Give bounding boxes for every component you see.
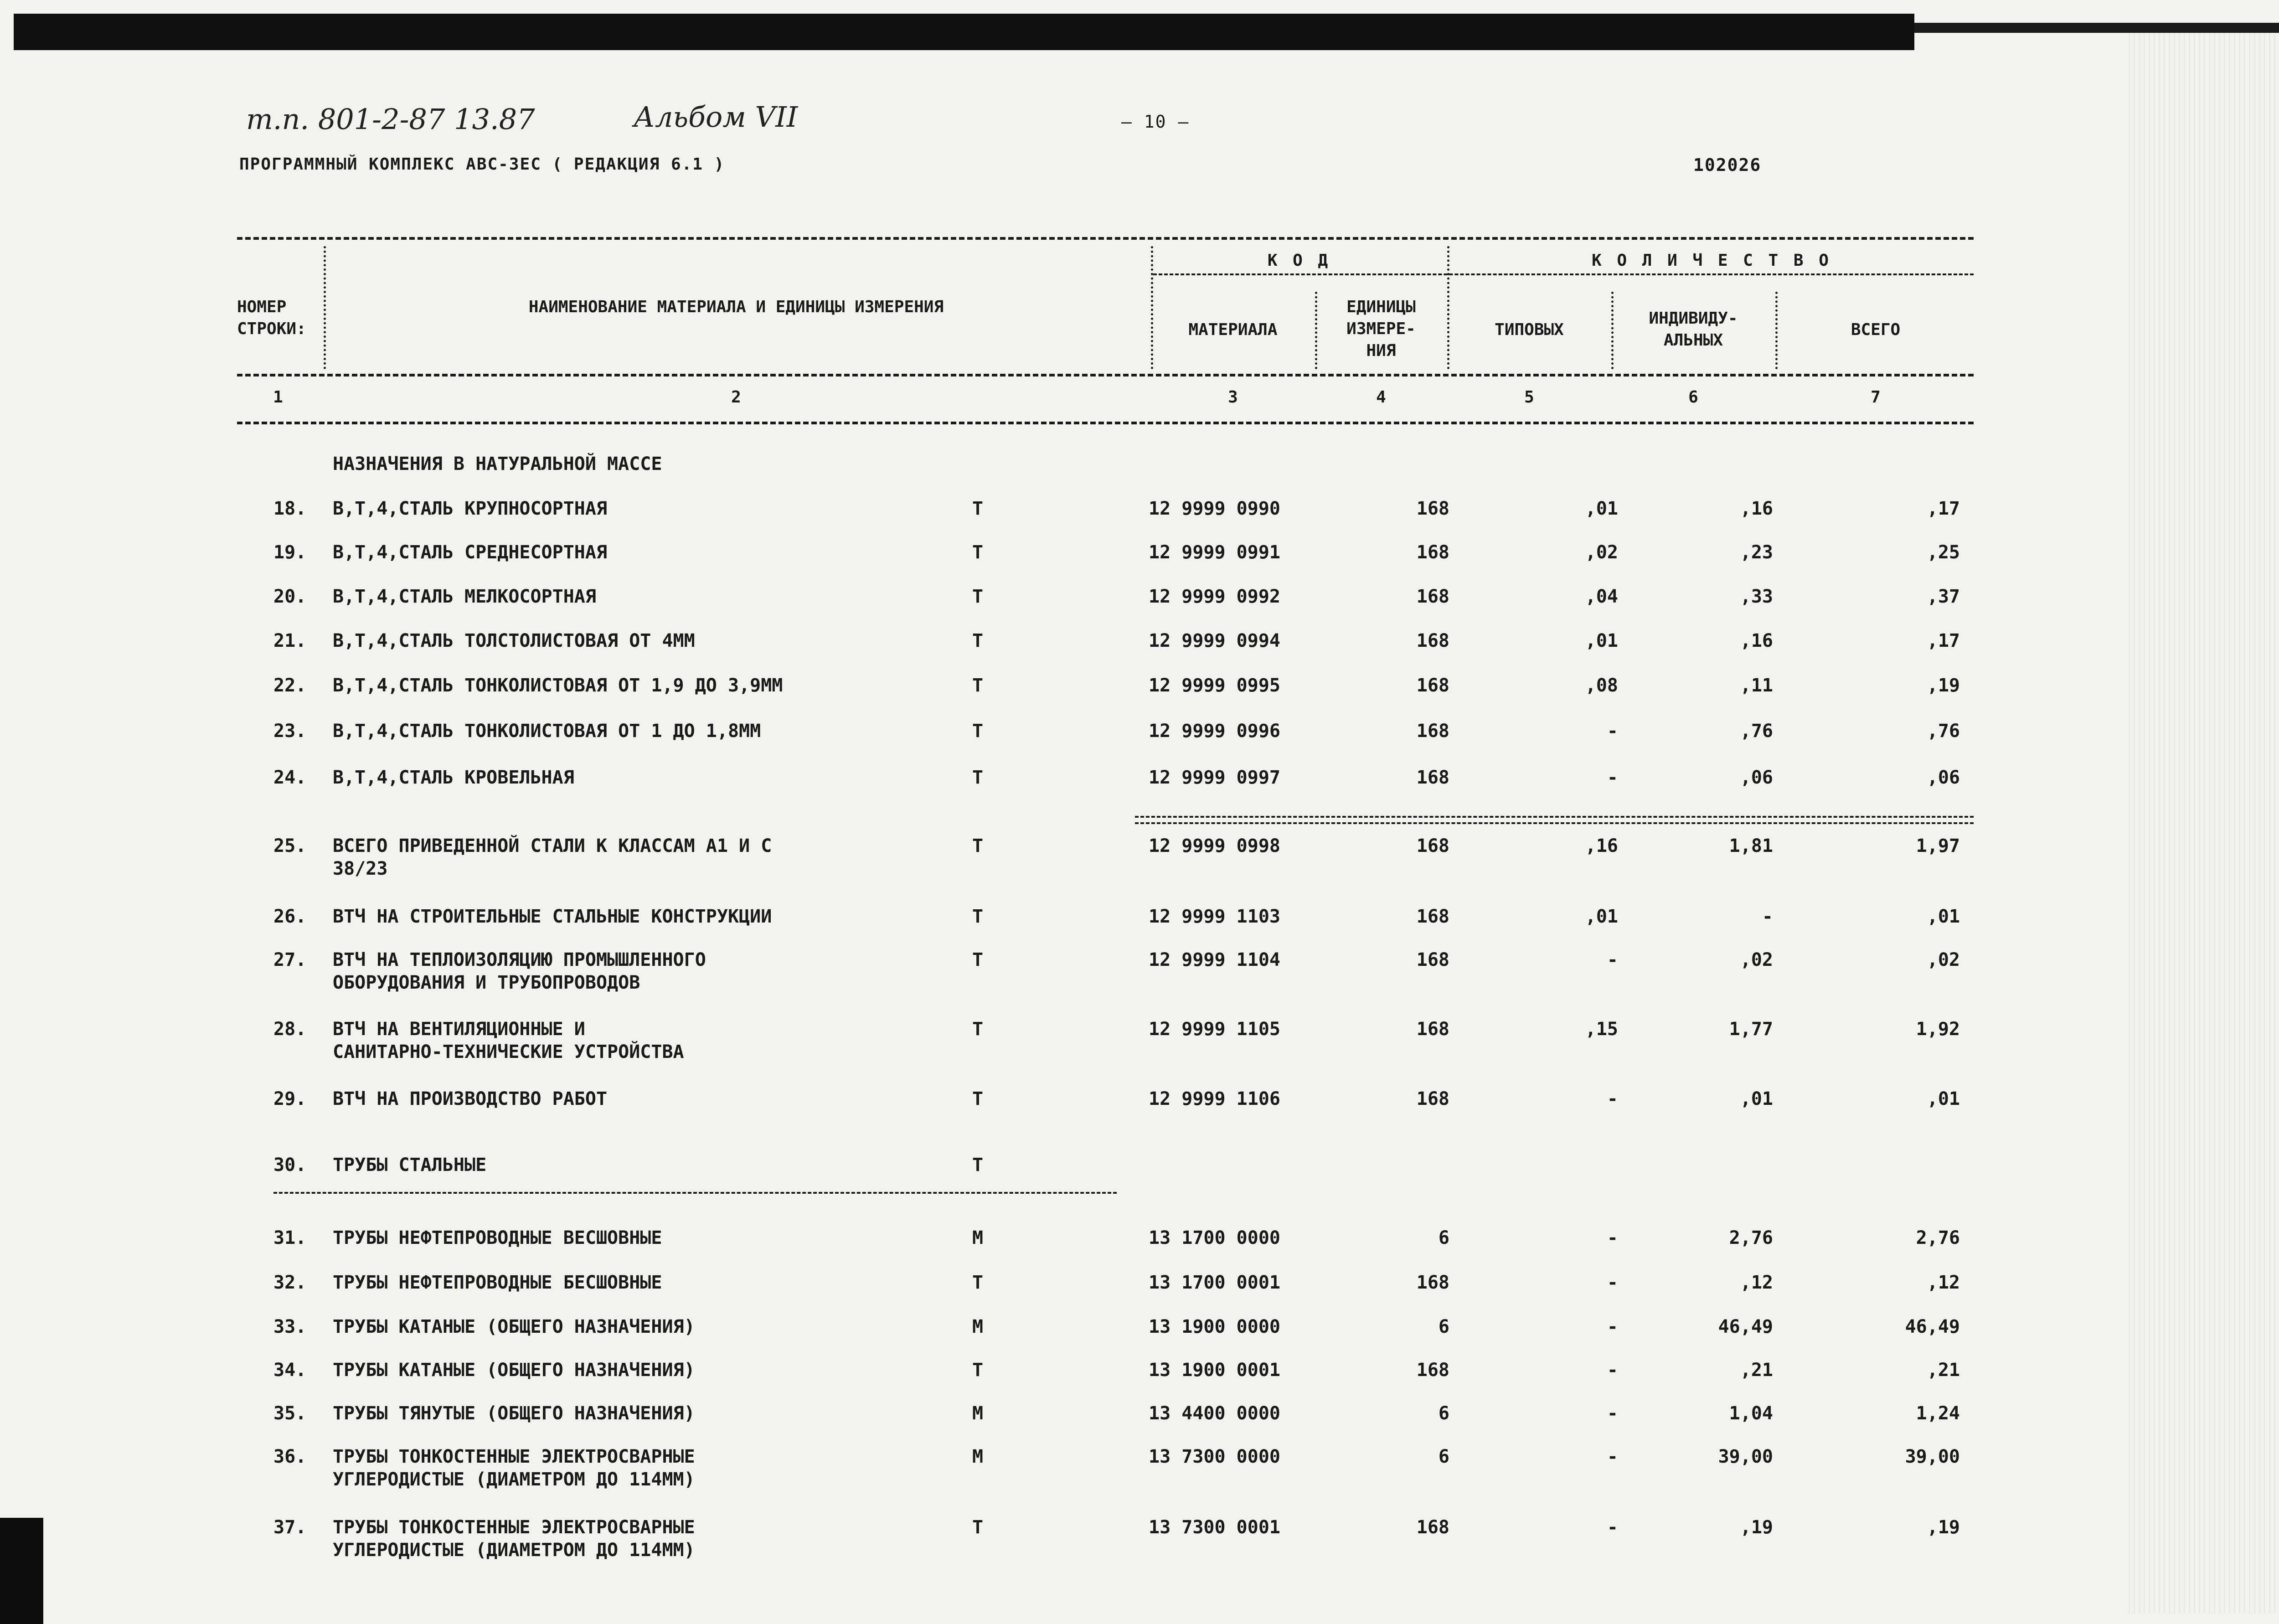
qty-individual: -: [1762, 906, 1773, 927]
row-number: 26.: [273, 906, 307, 927]
unit: Т: [972, 1272, 984, 1293]
handwritten-stamp: т.п. 801-2-87 13.87: [246, 103, 535, 136]
qty-typical: ,01: [1585, 498, 1618, 519]
unit: М: [972, 1227, 984, 1248]
document-code: 102026: [1693, 155, 1762, 175]
program-title: ПРОГРАММНЫЙ КОМПЛЕКС АВС-3ЕС ( РЕДАКЦИЯ 6.1 ): [239, 155, 725, 174]
material-name-continued: ОБОРУДОВАНИЯ И ТРУБОПРОВОДОВ: [333, 972, 640, 993]
material-name-continued: САНИТАРНО-ТЕХНИЧЕСКИЕ УСТРОЙСТВА: [333, 1041, 684, 1062]
qty-typical: -: [1607, 1088, 1618, 1109]
unit-code: 6: [1438, 1227, 1449, 1248]
material-name: ТРУБЫ ТЯНУТЫЕ (ОБЩЕГО НАЗНАЧЕНИЯ): [333, 1403, 695, 1424]
material-name: ВТЧ НА ТЕПЛОИЗОЛЯЦИЮ ПРОМЫШЛЕННОГО: [333, 949, 706, 970]
row-number: 25.: [273, 835, 307, 856]
unit-code: 168: [1416, 1088, 1449, 1109]
row-number: 35.: [273, 1403, 307, 1424]
qty-typical: ,01: [1585, 906, 1618, 927]
qty-typical: -: [1607, 1227, 1618, 1248]
material-name: ТРУБЫ НЕФТЕПРОВОДНЫЕ БЕСШОВНЫЕ: [333, 1272, 662, 1293]
column-number: 6: [1688, 388, 1698, 407]
qty-typical: ,16: [1585, 835, 1618, 856]
qty-total: ,21: [1927, 1360, 1960, 1381]
qty-individual: ,11: [1740, 675, 1773, 696]
col-header-material-code: МАТЕРИАЛА: [1188, 320, 1278, 339]
col-header-total: ВСЕГО: [1851, 320, 1901, 339]
scan-top-band: [14, 14, 1914, 50]
unit: Т: [972, 498, 984, 519]
header-divider: [237, 374, 1974, 376]
material-name-continued: УГЛЕРОДИСТЫЕ (ДИАМЕТРОМ ДО 114ММ): [333, 1469, 695, 1490]
unit: Т: [972, 675, 984, 696]
row-number: 30.: [273, 1155, 307, 1175]
qty-total: ,12: [1927, 1272, 1960, 1293]
material-code: 13 4400 0000: [1149, 1403, 1280, 1424]
material-name: ВТЧ НА ВЕНТИЛЯЦИОННЫЕ И: [333, 1019, 585, 1040]
unit-code: 168: [1416, 949, 1449, 970]
material-code: 13 1900 0001: [1149, 1360, 1280, 1381]
col-header-row-number: НОМЕР СТРОКИ:: [237, 298, 306, 338]
material-name: В,Т,4,СТАЛЬ СРЕДНЕСОРТНАЯ: [333, 542, 608, 563]
qty-typical: ,04: [1585, 586, 1618, 607]
column-number: 1: [273, 388, 283, 407]
qty-typical: -: [1607, 1316, 1618, 1337]
row-number: 19.: [273, 542, 307, 563]
qty-typical: -: [1607, 1403, 1618, 1424]
qty-total: 1,92: [1916, 1019, 1960, 1040]
material-code: 12 9999 1103: [1149, 906, 1280, 927]
qty-individual: ,19: [1740, 1517, 1773, 1538]
unit-code: 168: [1416, 1517, 1449, 1538]
row-number: 34.: [273, 1360, 307, 1381]
unit: Т: [972, 721, 984, 742]
col-group-code: К О Д: [1267, 251, 1331, 270]
material-name: ТРУБЫ КАТАНЫЕ (ОБЩЕГО НАЗНАЧЕНИЯ): [333, 1316, 695, 1337]
material-code: 12 9999 0995: [1149, 675, 1280, 696]
unit-code: 168: [1416, 906, 1449, 927]
row-number: 29.: [273, 1088, 307, 1109]
material-name: ТРУБЫ ТОНКОСТЕННЫЕ ЭЛЕКТРОСВАРНЫЕ: [333, 1517, 695, 1538]
material-name-continued: УГЛЕРОДИСТЫЕ (ДИАМЕТРОМ ДО 114ММ): [333, 1540, 695, 1561]
material-code: 12 9999 0998: [1149, 835, 1280, 856]
material-name: ТРУБЫ НЕФТЕПРОВОДНЫЕ ВЕСШОВНЫЕ: [333, 1227, 662, 1248]
unit: Т: [972, 767, 984, 788]
unit-code: 6: [1438, 1403, 1449, 1424]
qty-individual: ,23: [1740, 542, 1773, 563]
qty-individual: ,06: [1740, 767, 1773, 788]
qty-individual: ,16: [1740, 498, 1773, 519]
qty-total: ,02: [1927, 949, 1960, 970]
col-header-unit-code: ЕДИНИЦЫ ИЗМЕРЕ- НИЯ: [1346, 298, 1416, 360]
qty-individual: 46,49: [1718, 1316, 1773, 1337]
material-code: 12 9999 0992: [1149, 586, 1280, 607]
material-name: ТРУБЫ ТОНКОСТЕННЫЕ ЭЛЕКТРОСВАРНЫЕ: [333, 1446, 695, 1467]
qty-individual: ,33: [1740, 586, 1773, 607]
unit: М: [972, 1316, 984, 1337]
row-number: 24.: [273, 767, 307, 788]
row-number: 37.: [273, 1517, 307, 1538]
material-name: ВСЕГО ПРИВЕДЕННОЙ СТАЛИ К КЛАССАМ А1 И С: [333, 835, 772, 856]
qty-individual: ,21: [1740, 1360, 1773, 1381]
qty-total: 1,24: [1916, 1403, 1960, 1424]
row-number: 18.: [273, 498, 307, 519]
qty-individual: ,16: [1740, 630, 1773, 651]
material-name: В,Т,4,СТАЛЬ МЕЛКОСОРТНАЯ: [333, 586, 596, 607]
row-number: 32.: [273, 1272, 307, 1293]
qty-individual: 2,76: [1729, 1227, 1773, 1248]
scan-left-band: [0, 1518, 43, 1624]
material-name: ВТЧ НА ПРОИЗВОДСТВО РАБОТ: [333, 1088, 608, 1109]
qty-typical: ,15: [1585, 1019, 1618, 1040]
material-name: ТРУБЫ СТАЛЬНЫЕ: [333, 1155, 487, 1175]
column-number: 5: [1524, 388, 1534, 407]
material-code: 12 9999 0996: [1149, 721, 1280, 742]
qty-individual: 1,81: [1729, 835, 1773, 856]
material-code: 12 9999 0994: [1149, 630, 1280, 651]
qty-total: ,19: [1927, 675, 1960, 696]
unit: Т: [972, 1517, 984, 1538]
qty-total: ,01: [1927, 1088, 1960, 1109]
material-code: 12 9999 1106: [1149, 1088, 1280, 1109]
qty-individual: 1,77: [1729, 1019, 1773, 1040]
material-name: В,Т,4,СТАЛЬ ТОЛСТОЛИСТОВАЯ ОТ 4ММ: [333, 630, 695, 651]
column-number: 4: [1376, 388, 1386, 407]
row-number: 20.: [273, 586, 307, 607]
unit-code: 168: [1416, 1019, 1449, 1040]
material-name: В,Т,4,СТАЛЬ КРОВЕЛЬНАЯ: [333, 767, 574, 788]
column-number: 7: [1871, 388, 1881, 407]
group-divider: [1153, 273, 1974, 275]
material-name: В,Т,4,СТАЛЬ ТОНКОЛИСТОВАЯ ОТ 1,9 ДО 3,9ММ: [333, 675, 783, 696]
handwritten-album: Альбом VII: [634, 100, 798, 134]
unit-code: 168: [1416, 1272, 1449, 1293]
material-name: В,Т,4,СТАЛЬ КРУПНОСОРТНАЯ: [333, 498, 608, 519]
unit: Т: [972, 835, 984, 856]
unit-code: 6: [1438, 1446, 1449, 1467]
qty-typical: -: [1607, 767, 1618, 788]
material-name: В,Т,4,СТАЛЬ ТОНКОЛИСТОВАЯ ОТ 1 ДО 1,8ММ: [333, 721, 761, 742]
qty-total: ,37: [1927, 586, 1960, 607]
col-header-typical: ТИПОВЫХ: [1495, 320, 1564, 339]
qty-individual: ,76: [1740, 721, 1773, 742]
section-underline: [273, 1192, 1117, 1194]
unit: М: [972, 1446, 984, 1467]
material-code: 12 9999 1104: [1149, 949, 1280, 970]
col-header-name: НАИМЕНОВАНИЕ МАТЕРИАЛА И ЕДИНИЦЫ ИЗМЕРЕНИЯ: [528, 298, 944, 316]
material-code: 13 7300 0000: [1149, 1446, 1280, 1467]
qty-individual: ,12: [1740, 1272, 1773, 1293]
qty-total: ,17: [1927, 630, 1960, 651]
row-number: 33.: [273, 1316, 307, 1337]
qty-typical: -: [1607, 1272, 1618, 1293]
qty-individual: ,02: [1740, 949, 1773, 970]
unit: М: [972, 1403, 984, 1424]
material-code: 13 7300 0001: [1149, 1517, 1280, 1538]
unit: Т: [972, 906, 984, 927]
qty-total: ,01: [1927, 906, 1960, 927]
row-number: 27.: [273, 949, 307, 970]
material-name: ВТЧ НА СТРОИТЕЛЬНЫЕ СТАЛЬНЫЕ КОНСТРУКЦИИ: [333, 906, 772, 927]
column-numbers-divider: [237, 422, 1974, 424]
page-number: — 10 —: [1121, 112, 1190, 132]
unit-code: 168: [1416, 1360, 1449, 1381]
material-code: 12 9999 0990: [1149, 498, 1280, 519]
row-number: 36.: [273, 1446, 307, 1467]
unit-code: 6: [1438, 1316, 1449, 1337]
header-separator: [324, 246, 326, 369]
unit-code: 168: [1416, 675, 1449, 696]
qty-total: ,25: [1927, 542, 1960, 563]
unit-code: 168: [1416, 542, 1449, 563]
qty-individual: 39,00: [1718, 1446, 1773, 1467]
qty-typical: -: [1607, 1517, 1618, 1538]
material-name: ТРУБЫ КАТАНЫЕ (ОБЩЕГО НАЗНАЧЕНИЯ): [333, 1360, 695, 1381]
material-code: 12 9999 0997: [1149, 767, 1280, 788]
qty-typical: -: [1607, 949, 1618, 970]
material-code: 12 9999 1105: [1149, 1019, 1280, 1040]
material-code: 13 1700 0000: [1149, 1227, 1280, 1248]
qty-total: ,17: [1927, 498, 1960, 519]
qty-total: 46,49: [1905, 1316, 1960, 1337]
column-number: 2: [731, 388, 741, 407]
qty-total: ,76: [1927, 721, 1960, 742]
qty-individual: 1,04: [1729, 1403, 1773, 1424]
unit: Т: [972, 1019, 984, 1040]
unit-code: 168: [1416, 767, 1449, 788]
unit-code: 168: [1416, 586, 1449, 607]
col-header-individual: ИНДИВИДУ- АЛЬНЫХ: [1649, 309, 1738, 350]
qty-typical: -: [1607, 1360, 1618, 1381]
qty-individual: ,01: [1740, 1088, 1773, 1109]
row-number: 21.: [273, 630, 307, 651]
unit: Т: [972, 586, 984, 607]
material-code: 13 1900 0000: [1149, 1316, 1280, 1337]
section-title: НАЗНАЧЕНИЯ В НАТУРАЛЬНОЙ МАССЕ: [333, 454, 662, 474]
qty-typical: -: [1607, 1446, 1618, 1467]
qty-total: 39,00: [1905, 1446, 1960, 1467]
row-number: 31.: [273, 1227, 307, 1248]
col-group-quantity: К О Л И Ч Е С Т В О: [1592, 251, 1831, 270]
row-number: 23.: [273, 721, 307, 742]
unit: Т: [972, 1360, 984, 1381]
row-number: 28.: [273, 1019, 307, 1040]
qty-total: ,06: [1927, 767, 1960, 788]
column-number: 3: [1228, 388, 1238, 407]
unit: Т: [972, 542, 984, 563]
table-top-border: [237, 237, 1974, 240]
row-number: 22.: [273, 675, 307, 696]
unit: Т: [972, 1088, 984, 1109]
material-code: 12 9999 0991: [1149, 542, 1280, 563]
qty-total: 2,76: [1916, 1227, 1960, 1248]
qty-typical: -: [1607, 721, 1618, 742]
double-separator: [1135, 816, 1974, 824]
qty-typical: ,01: [1585, 630, 1618, 651]
unit: Т: [972, 630, 984, 651]
unit-code: 168: [1416, 721, 1449, 742]
qty-typical: ,02: [1585, 542, 1618, 563]
unit: Т: [972, 949, 984, 970]
unit: Т: [972, 1155, 984, 1175]
material-name-continued: 38/23: [333, 858, 388, 879]
unit-code: 168: [1416, 498, 1449, 519]
scan-noise: [2129, 27, 2279, 1614]
qty-total: 1,97: [1916, 835, 1960, 856]
unit-code: 168: [1416, 630, 1449, 651]
material-code: 13 1700 0001: [1149, 1272, 1280, 1293]
unit-code: 168: [1416, 835, 1449, 856]
qty-typical: ,08: [1585, 675, 1618, 696]
qty-total: ,19: [1927, 1517, 1960, 1538]
